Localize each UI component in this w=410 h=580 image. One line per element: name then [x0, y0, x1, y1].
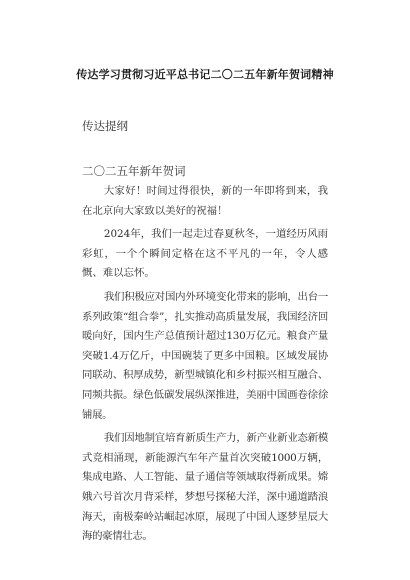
summary-label: 传达提纲 — [82, 119, 128, 133]
section-heading: 二〇二五年新年贺词 — [82, 164, 186, 178]
document-body — [82, 182, 328, 551]
paragraph-economy: 我们积极应对国内外环境变化带来的影响，出台一系列政策“组合拳”，扎实推动高质量发展，我国经济回暖向好，国内生产总值预计超过130万亿元。粮食产量突破1.4万亿斤，中国碗装了更多中国粮。区域发展协同联动、积厚成势，新型城镇化和乡村振兴相互融合、同频共振。绿色低碳发展纵深推进，美丽中国画卷徐徐铺展。 — [82, 290, 328, 421]
paragraph-greeting: 大家好！时间过得很快，新的一年即将到来，我在北京向大家致以美好的祝福！ — [82, 185, 328, 217]
paragraph-year-review: 2024年，我们一起走过春夏秋冬，一道经历风雨彩虹，一个个瞬间定格在这不平凡的一年，令人感慨、难以忘怀。 — [82, 228, 328, 280]
document-title: 传达学习贯彻习近平总书记二〇二五年新年贺词精神 — [76, 68, 334, 81]
paragraph-innovation: 我们因地制宜培育新质生产力，新产业新业态新模式竞相涌现，新能源汽车年产量首次突破1000万辆，集成电路、人工智能、量子通信等领域取得新成果。嫦娥六号首次月背采样，梦想号探秘大洋，深中通道踏浪海天，南极秦岭站崛起冰原，展现了中国人逐梦星辰大海的豪情壮志。 — [82, 432, 328, 543]
